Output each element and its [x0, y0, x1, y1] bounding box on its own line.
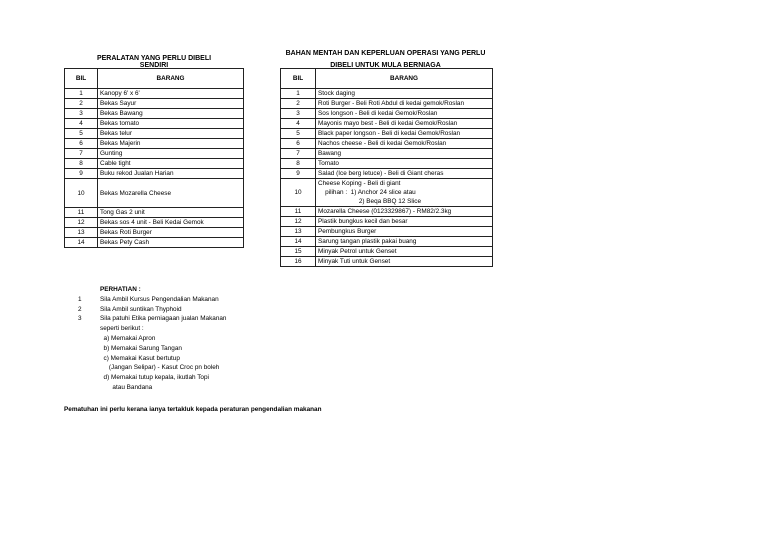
table-row	[281, 159, 493, 169]
row-bil: 7	[281, 149, 316, 159]
table-row	[65, 89, 244, 99]
table-row	[65, 179, 244, 208]
row-bil: 10	[65, 179, 98, 208]
right-table-heading-line2: DIBELI UNTUK MULA BERNIAGA	[330, 62, 441, 69]
row-bil: 4	[65, 119, 98, 129]
row-barang: Mayonis mayo best - Beli di kedai Gemok/Roslan	[316, 119, 493, 129]
note-item	[78, 305, 226, 315]
row-barang: Bekas Roti Burger	[98, 228, 244, 238]
table-row	[281, 227, 493, 237]
row-barang: Pembungkus Burger	[316, 227, 493, 237]
table-row	[281, 99, 493, 109]
table-row	[281, 207, 493, 217]
note-number: 1	[78, 295, 82, 303]
row-bil: 6	[65, 139, 98, 149]
note-item	[78, 354, 226, 364]
note-text: d) Memakai tutup kepala, ikutlah Topi	[100, 374, 209, 382]
table-row	[281, 257, 493, 267]
row-bil: 11	[281, 207, 316, 217]
table-row	[65, 149, 244, 159]
row-barang: Bekas Bawang	[98, 109, 244, 119]
row-barang: Bekas telur	[98, 129, 244, 139]
note-text: Sila Ambil Kursus Pengendalian Makanan	[100, 295, 219, 303]
note-item	[78, 383, 226, 393]
row-barang: Stock daging	[316, 89, 493, 99]
note-number	[78, 344, 100, 354]
table-row	[65, 208, 244, 218]
row-bil: 14	[65, 238, 98, 248]
table-row	[281, 179, 493, 207]
note-item	[78, 363, 226, 373]
row-bil: 11	[65, 208, 98, 218]
row-bil: 12	[281, 217, 316, 227]
note-number: 2	[78, 305, 82, 313]
row-bil: 2	[65, 99, 98, 109]
row-barang: Bekas Pety Cash	[98, 238, 244, 248]
row-barang: Bekas tomato	[98, 119, 244, 129]
left-items-table	[64, 68, 244, 248]
note-item	[78, 373, 226, 383]
row-bil: 10	[281, 179, 316, 207]
row-bil: 3	[281, 109, 316, 119]
row-barang: Cheese Koping - Beli di giant pilihan : 1) Anchor 24 slice atau 2) Beqa BBQ 12 Slice	[316, 179, 493, 207]
note-text: Sila Ambil suntikan Thyphoid	[100, 305, 182, 313]
table-row	[65, 238, 244, 248]
table-row	[65, 119, 244, 129]
row-bil: 1	[65, 89, 98, 99]
right-table-heading-line1: BAHAN MENTAH DAN KEPERLUAN OPERASI YANG PERLU	[285, 50, 486, 57]
table-row	[65, 159, 244, 169]
table-row	[65, 218, 244, 228]
column-header-barang: BARANG	[316, 69, 493, 89]
row-barang: Tomato	[316, 159, 493, 169]
row-bil: 8	[281, 159, 316, 169]
note-text: (Jangan Selipar) - Kasut Croc pn boleh	[100, 364, 220, 372]
row-barang: Salad (Ice berg letuce) - Beli di Giant cheras	[316, 169, 493, 179]
column-header-bil: BIL	[65, 69, 98, 89]
row-barang: Minyak Petrol untuk Genset	[316, 247, 493, 257]
table-row	[281, 169, 493, 179]
row-bil: 6	[281, 139, 316, 149]
row-barang: Bekas Majerin	[98, 139, 244, 149]
notes-title: PERHATIAN :	[100, 286, 141, 293]
notes-list	[78, 295, 226, 393]
table-row	[281, 139, 493, 149]
notes-section	[78, 285, 226, 393]
table-row	[281, 217, 493, 227]
row-barang: Plastik bungkus kecil dan besar	[316, 217, 493, 227]
table-header-row	[65, 69, 244, 89]
row-barang: Mozarella Cheese (0123329867) - RM82/2.3kg	[316, 207, 493, 217]
table-row	[65, 109, 244, 119]
row-bil: 14	[281, 237, 316, 247]
table-row	[65, 99, 244, 109]
row-barang: Kanopy 6' x 6'	[98, 89, 244, 99]
row-barang: Black paper longson - Beli di kedai Gemok/Roslan	[316, 129, 493, 139]
note-number: 3	[78, 315, 82, 323]
row-barang: Buku rekod Jualan Harian	[98, 169, 244, 179]
row-bil: 5	[281, 129, 316, 139]
row-barang: Minyak Tuti untuk Genset	[316, 257, 493, 267]
right-items-table	[280, 68, 493, 267]
table-row	[281, 237, 493, 247]
note-text: seperti berikut :	[100, 325, 144, 333]
row-barang: Tong Gas 2 unit	[98, 208, 244, 218]
row-barang: Bekas Sayur	[98, 99, 244, 109]
row-bil: 2	[281, 99, 316, 109]
row-barang: Bekas sos 4 unit - Beli Kedai Gemok	[98, 218, 244, 228]
row-bil: 13	[281, 227, 316, 237]
row-barang: Cable tight	[98, 159, 244, 169]
row-barang: Bawang	[316, 149, 493, 159]
note-number	[78, 383, 100, 393]
row-barang: Sarung tangan plastik pakai buang	[316, 237, 493, 247]
row-bil: 7	[65, 149, 98, 159]
row-barang: Bekas Mozarella Cheese	[98, 179, 244, 208]
column-header-bil: BIL	[281, 69, 316, 89]
table-row	[281, 149, 493, 159]
row-barang: Gunting	[98, 149, 244, 159]
left-table-heading: PERALATAN YANG PERLU DIBELI SENDIRI	[96, 55, 212, 69]
row-bil: 9	[281, 169, 316, 179]
footer-note: Pematuhan ini perlu kerana ianya tertakluk kepada peraturan pengendalian makanan	[64, 406, 322, 413]
note-text: atau Bandana	[100, 383, 153, 391]
table-row	[65, 139, 244, 149]
table-row	[65, 169, 244, 179]
table-row	[281, 119, 493, 129]
table-row	[65, 129, 244, 139]
row-bil: 4	[281, 119, 316, 129]
note-number	[78, 324, 100, 334]
row-bil: 9	[65, 169, 98, 179]
note-item	[78, 324, 226, 334]
note-text: c) Memakai Kasut bertutup	[100, 354, 180, 362]
note-item	[78, 344, 226, 354]
table-row	[281, 109, 493, 119]
row-bil: 15	[281, 247, 316, 257]
note-text: Sila patuhi Etika perniagaan jualan Makanan	[100, 315, 227, 323]
row-barang: Nachos cheese - Beli di kedai Gemok/Roslan	[316, 139, 493, 149]
row-bil: 3	[65, 109, 98, 119]
table-header-row	[281, 69, 493, 89]
row-bil: 5	[65, 129, 98, 139]
note-number	[78, 363, 100, 373]
note-number	[78, 373, 100, 383]
note-number	[78, 354, 100, 364]
table-row	[281, 89, 493, 99]
row-barang: Sos longson - Beli di kedai Gemok/Roslan	[316, 109, 493, 119]
row-bil: 12	[65, 218, 98, 228]
table-row	[65, 228, 244, 238]
table-row	[281, 129, 493, 139]
note-item	[78, 314, 226, 324]
row-bil: 1	[281, 89, 316, 99]
row-bil: 8	[65, 159, 98, 169]
row-barang: Roti Burger - Beli Roti Abdul di kedai gemok/Roslan	[316, 99, 493, 109]
note-item	[78, 295, 226, 305]
row-bil: 13	[65, 228, 98, 238]
column-header-barang: BARANG	[98, 69, 244, 89]
note-number	[78, 334, 100, 344]
note-text: b) Memakai Sarung Tangan	[100, 344, 182, 352]
row-bil: 16	[281, 257, 316, 267]
note-item	[78, 334, 226, 344]
note-text: a) Memakai Apron	[100, 334, 156, 342]
table-row	[281, 247, 493, 257]
